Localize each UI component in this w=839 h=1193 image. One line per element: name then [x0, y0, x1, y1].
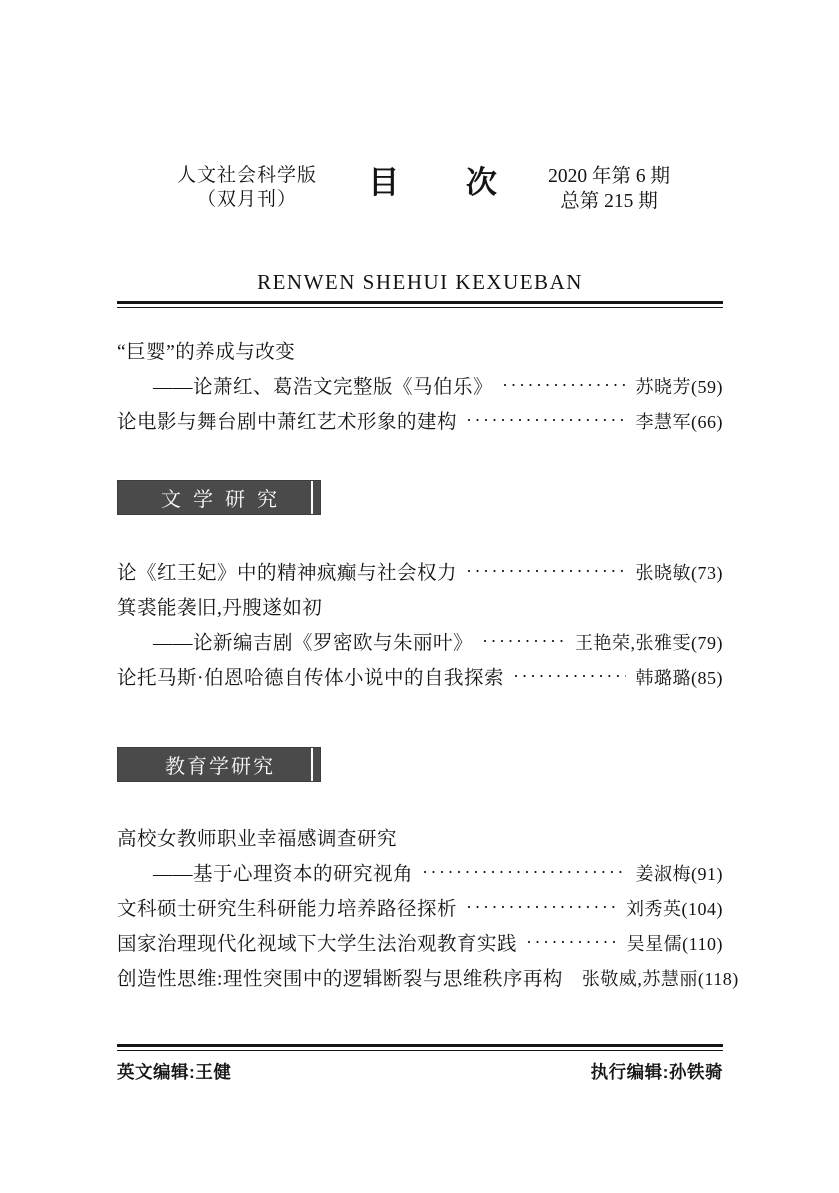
article-title: 国家治理现代化视域下大学生法治观教育实践	[117, 934, 518, 955]
author-page: 韩璐璐(85)	[635, 668, 723, 688]
executive-editor: 执行编辑:孙铁骑	[590, 1062, 723, 1082]
edition-block	[177, 164, 317, 212]
section-heading-education	[117, 747, 321, 782]
section-heading-label: 教育学研究	[165, 756, 275, 778]
toc-row	[117, 591, 723, 626]
author-page: 张晓敏(73)	[635, 563, 723, 583]
journal-pinyin-name: RENWEN SHEHUI KEXUEBAN	[257, 270, 583, 294]
edition-name: 人文社会科学版	[177, 165, 318, 186]
page-content	[0, 164, 839, 1084]
footer-rule	[117, 1044, 723, 1051]
article-title: 论电影与舞台剧中萧红艺术形象的建构	[117, 412, 458, 433]
author-page: 吴星儒(110)	[626, 934, 723, 954]
article-title: 箕裘能袭旧,丹膄遂如初	[117, 598, 323, 619]
article-subtitle: ——论萧红、葛浩文完整版《马伯乐》	[153, 377, 494, 398]
toc-row	[117, 857, 723, 892]
toc-row	[117, 335, 723, 370]
issue-block	[548, 164, 670, 214]
toc-row	[117, 405, 723, 440]
article-title: 文科硕士研究生科研能力培养路径探析	[117, 899, 458, 920]
article-title: 论《红王妃》中的精神疯癫与社会权力	[117, 563, 458, 584]
author-page: 张敬威,苏慧丽(118)	[581, 969, 739, 989]
toc-section-literature	[117, 556, 723, 696]
toc-row	[117, 962, 739, 997]
toc-row	[117, 556, 723, 591]
publication-frequency: （双月刊）	[197, 189, 298, 210]
toc-row	[117, 927, 723, 962]
toc-section-education	[117, 822, 739, 997]
dot-leader	[466, 554, 625, 589]
dot-leader	[466, 890, 616, 925]
article-title: 高校女教师职业幸福感调查研究	[117, 829, 398, 850]
toc-row	[117, 822, 723, 857]
header-rule	[117, 301, 723, 308]
dot-leader	[422, 855, 625, 890]
dot-leader	[482, 624, 565, 659]
volume-number: 总第 215 期	[560, 191, 658, 212]
issue-number: 2020 年第 6 期	[548, 166, 670, 187]
author-page: 王艳荣,张雅雯(79)	[575, 633, 723, 653]
toc-row	[117, 626, 723, 661]
section-heading-label: 文学研究	[161, 489, 289, 511]
footer	[117, 1059, 723, 1084]
article-subtitle: ——论新编吉剧《罗密欧与朱丽叶》	[153, 633, 474, 654]
masthead	[117, 164, 723, 214]
author-page: 姜淑梅(91)	[635, 864, 723, 884]
dot-leader	[466, 403, 625, 438]
article-title: 创造性思维:理性突围中的逻辑断裂与思维秩序再构	[117, 969, 563, 990]
dot-leader	[513, 659, 626, 694]
article-subtitle: ——基于心理资本的研究视角	[153, 864, 414, 885]
toc-section-lead	[117, 335, 723, 440]
toc-title: 目次	[368, 165, 564, 200]
author-page: 刘秀英(104)	[626, 899, 723, 919]
author-page: 苏晓芳(59)	[635, 377, 723, 397]
toc-row	[117, 661, 723, 696]
author-page: 李慧军(66)	[635, 412, 723, 432]
article-title: 论托马斯·伯恩哈德自传体小说中的自我探索	[117, 668, 504, 689]
section-heading-literature	[117, 480, 321, 515]
article-title: “巨婴”的养成与改变	[117, 342, 296, 363]
dot-leader	[502, 368, 625, 403]
dot-leader	[526, 925, 617, 960]
toc-row	[117, 370, 723, 405]
english-editor: 英文编辑:王健	[117, 1062, 232, 1082]
toc-row	[117, 892, 723, 927]
